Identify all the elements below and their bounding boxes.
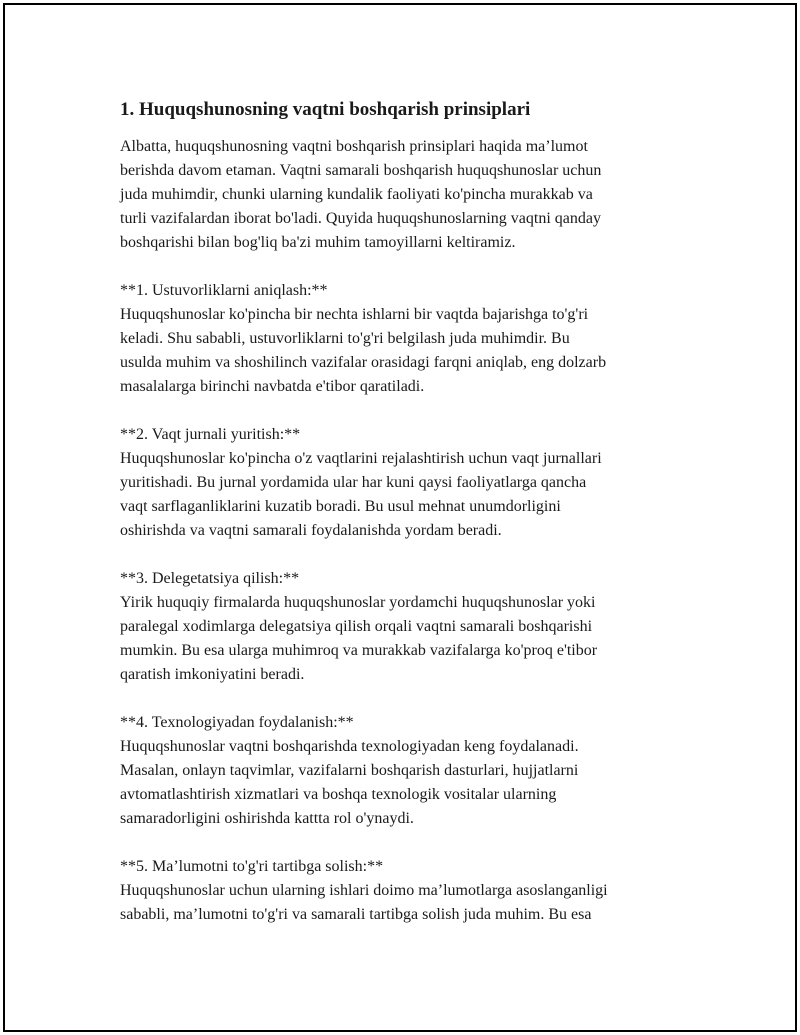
intro-line: turli vazifalardan iborat bo'ladi. Quyida huquqshunoslarning vaqtni qanday bbox=[120, 210, 601, 227]
body-line: mumkin. Bu esa ularga muhimroq va murakkab vazifalarga ko'proq e'tibor bbox=[120, 642, 598, 659]
body-line: sababli, ma’lumotni to'g'ri va samarali tartibga solish juda muhim. Bu esa bbox=[120, 906, 592, 923]
body-line: Huquqshunoslar vaqtni boshqarishda texnologiyadan keng foydalanadi. bbox=[120, 738, 579, 755]
principle-title: **4. Texnologiyadan foydalanish:** bbox=[120, 714, 354, 731]
body-line: oshirishda va vaqtni samarali foydalanishda yordam beradi. bbox=[120, 522, 502, 539]
principle-section-5 bbox=[120, 855, 690, 927]
principle-title: **1. Ustuvorliklarni aniqlash:** bbox=[120, 282, 328, 299]
principle-body bbox=[120, 735, 690, 831]
intro-line: berishda davom etaman. Vaqtni samarali boshqarish huquqshunoslar uchun bbox=[120, 162, 602, 179]
principle-body bbox=[120, 879, 690, 927]
section-heading: 1. Huquqshunosning vaqtni boshqarish prinsiplari bbox=[120, 99, 531, 120]
body-line: masalalarga birinchi navbatda e'tibor qaratiladi. bbox=[120, 378, 425, 395]
body-line: qaratish imkoniyatini beradi. bbox=[120, 666, 305, 683]
principle-section-2 bbox=[120, 423, 690, 543]
document-content bbox=[120, 97, 690, 951]
principle-body bbox=[120, 447, 690, 543]
intro-line: Albatta, huquqshunosning vaqtni boshqarish prinsiplari haqida ma’lumot bbox=[120, 138, 588, 155]
body-line: Huquqshunoslar ko'pincha bir nechta ishlarni bir vaqtda bajarishga to'g'ri bbox=[120, 306, 589, 323]
intro-line: juda muhimdir, chunki ularning kundalik faoliyati ko'pincha murakkab va bbox=[120, 186, 593, 203]
principle-title: **2. Vaqt jurnali yuritish:** bbox=[120, 426, 301, 443]
principle-section-4 bbox=[120, 711, 690, 831]
body-line: samaradorligini oshirishda kattta rol o'ynaydi. bbox=[120, 810, 414, 827]
principle-section-3 bbox=[120, 567, 690, 687]
principle-section-1 bbox=[120, 279, 690, 399]
body-line: usulda muhim va shoshilinch vazifalar orasidagi farqni aniqlab, eng dolzarb bbox=[120, 354, 607, 371]
intro-paragraph bbox=[120, 135, 690, 255]
body-line: keladi. Shu sababli, ustuvorliklarni to'g'ri belgilash juda muhimdir. Bu bbox=[120, 330, 570, 347]
body-line: yuritishadi. Bu jurnal yordamida ular har kuni qaysi faoliyatlarga qancha bbox=[120, 474, 587, 491]
intro-line: boshqarishi bilan bog'liq ba'zi muhim tamoyillarni keltiramiz. bbox=[120, 234, 516, 251]
page-frame bbox=[3, 3, 797, 1032]
body-line: avtomatlashtirish xizmatlari va boshqa texnologik vositalar ularning bbox=[120, 786, 557, 803]
principle-title: **3. Delegetatsiya qilish:** bbox=[120, 570, 300, 587]
body-line: Masalan, onlayn taqvimlar, vazifalarni boshqarish dasturlari, hujjatlarni bbox=[120, 762, 579, 779]
principle-body bbox=[120, 303, 690, 399]
principle-body bbox=[120, 591, 690, 687]
body-line: Huquqshunoslar ko'pincha o'z vaqtlarini rejalashtirish uchun vaqt jurnallari bbox=[120, 450, 602, 467]
body-line: Huquqshunoslar uchun ularning ishlari doimo ma’lumotlarga asoslanganligi bbox=[120, 882, 608, 899]
principle-title: **5. Ma’lumotni to'g'ri tartibga solish:** bbox=[120, 858, 384, 875]
body-line: Yirik huquqiy firmalarda huquqshunoslar yordamchi huquqshunoslar yoki bbox=[120, 594, 596, 611]
body-line: paralegal xodimlarga delegatsiya qilish orqali vaqtni samarali boshqarishi bbox=[120, 618, 593, 635]
body-line: vaqt sarflaganliklarini kuzatib boradi. Bu usul mehnat unumdorligini bbox=[120, 498, 561, 515]
